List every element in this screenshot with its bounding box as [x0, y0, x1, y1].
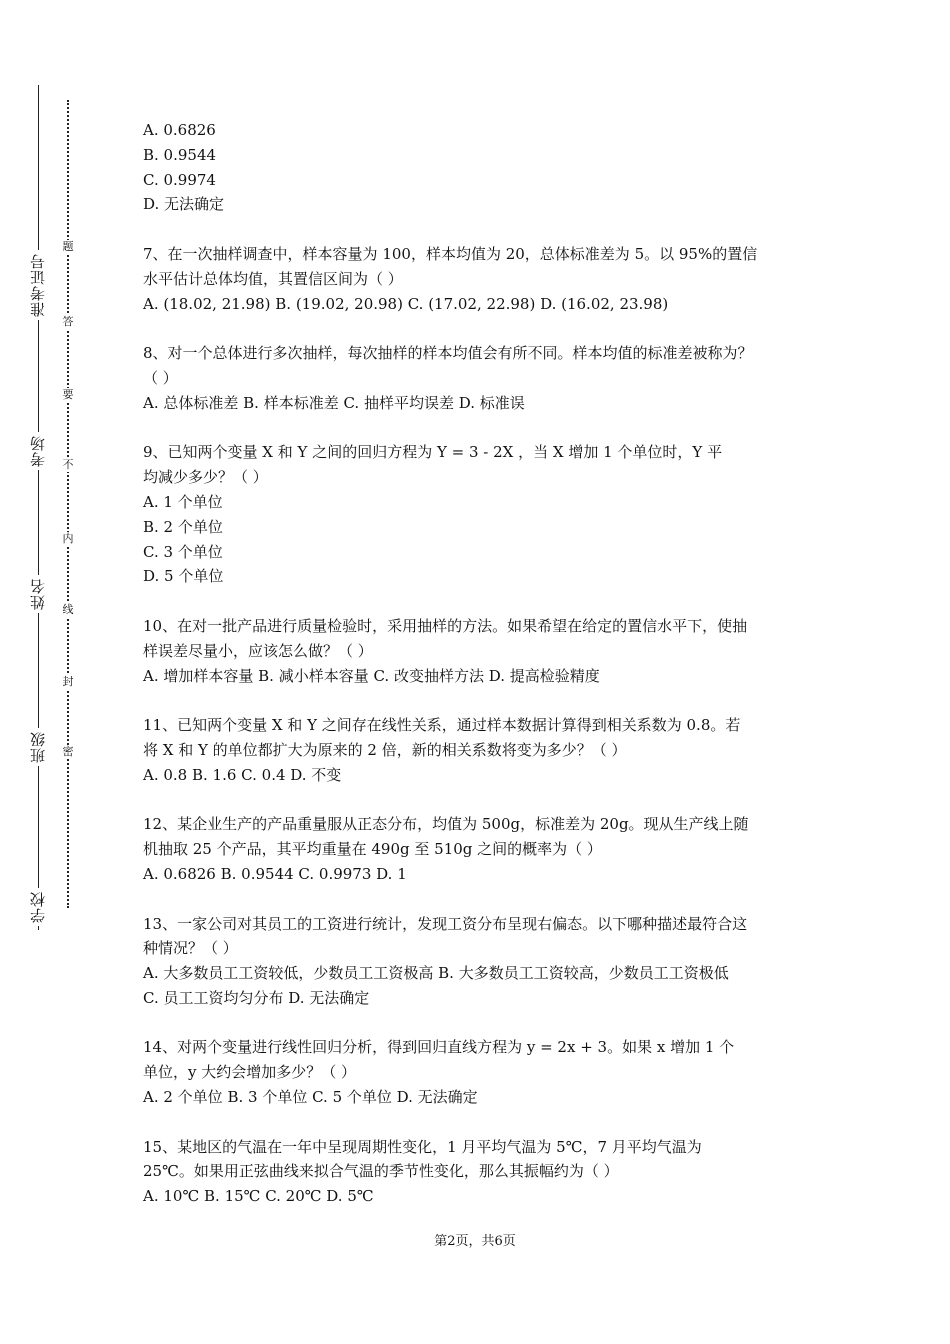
spacer — [143, 589, 813, 614]
option-line: A. 0.6826 B. 0.9544 C. 0.9973 D. 1 — [143, 864, 407, 883]
question-line: 均减少多少？（ ） — [143, 468, 268, 487]
seal-char: 答 — [58, 315, 78, 329]
question-content — [143, 118, 813, 1209]
question-line: 种情况？（ ） — [143, 939, 238, 958]
seal-char: 不 — [58, 458, 78, 472]
option-line: D. 无法确定 — [143, 195, 225, 214]
question-line: 水平估计总体均值，其置信区间为（ ） — [143, 269, 403, 288]
page-footer: 第2页，共6页 — [434, 1234, 516, 1249]
question-line: 机抽取 25 个产品，其平均重量在 490g 至 510g 之间的概率为（ ） — [143, 840, 602, 859]
question-line: 13、一家公司对其员工的工资进行统计，发现工资分布呈现右偏态。以下哪种描述最符合这 — [143, 914, 748, 933]
option-line: A. 2 个单位 B. 3 个单位 C. 5 个单位 D. 无法确定 — [143, 1088, 478, 1107]
spacer — [143, 316, 813, 341]
question-line: 8、对一个总体进行多次抽样，每次抽样的样本均值会有所不同。样本均值的标准差被称为？ — [143, 344, 753, 363]
field-name-label: 姓名 — [27, 575, 48, 613]
question-line: 单位，y 大约会增加多少？（ ） — [143, 1063, 357, 1082]
spacer — [143, 217, 813, 242]
option-line: A. 总体标准差 B. 样本标准差 C. 抽样平均误差 D. 标准误 — [143, 393, 525, 412]
question-line: 7、在一次抽样调查中，样本容量为 100，样本均值为 20，总体标准差为 5。以 95%的置信 — [143, 244, 758, 263]
question-line: 10、在对一批产品进行质量检验时，采用抽样的方法。如果希望在给定的置信水平下，使抽 — [143, 616, 748, 635]
option-line: A. 0.6826 — [143, 121, 216, 139]
option-line: A. 10℃ B. 15℃ C. 20℃ D. 5℃ — [143, 1187, 374, 1206]
field-class — [22, 728, 52, 766]
option-line: A. 0.8 B. 1.6 C. 0.4 D. 不变 — [143, 765, 342, 784]
seal-char: 内 — [58, 532, 78, 546]
question-line: 将 X 和 Y 的单位都扩大为原来的 2 倍，新的相关系数将变为多少？（ ） — [143, 740, 627, 759]
binding-dotted-line — [67, 100, 69, 908]
option-line: C. 3 个单位 — [143, 542, 223, 561]
binding-margin — [0, 0, 110, 1344]
option-line: A. 增加样本容量 B. 减小样本容量 C. 改变抽样方法 D. 提高检验精度 — [143, 666, 600, 685]
spacer — [143, 887, 813, 912]
field-name — [22, 575, 52, 613]
field-exam-room-label: 考场 — [27, 432, 48, 470]
question-line: 11、已知两个变量 X 和 Y 之间存在线性关系，通过样本数据计算得到相关系数为 0.8。若 — [143, 716, 741, 735]
field-school-label: 学校 — [27, 888, 48, 926]
field-exam-number-label: 准考证号 — [27, 250, 48, 320]
option-line: A. (18.02, 21.98) B. (19.02, 20.98) C. (17.02, 22.98) D. (16.02, 23.98) — [143, 294, 669, 313]
field-school — [22, 888, 52, 926]
option-line: B. 0.9544 — [143, 145, 217, 164]
seal-char: 线 — [58, 603, 78, 617]
spacer — [143, 688, 813, 713]
spacer — [143, 416, 813, 441]
option-line: B. 2 个单位 — [143, 517, 223, 536]
question-line: 25℃。如果用正弦曲线来拟合气温的季节性变化，那么其振幅约为（ ） — [143, 1162, 619, 1181]
seal-char: 要 — [58, 388, 78, 402]
binding-solid-line — [38, 85, 39, 930]
spacer — [143, 1110, 813, 1135]
field-class-label: 班级 — [27, 728, 48, 766]
question-line: 12、某企业生产的产品重量服从正态分布，均值为 500g，标准差为 20g。现从生产线上随 — [143, 815, 749, 834]
question-line: 14、对两个变量进行线性回归分析，得到回归直线方程为 y = 2x + 3。如果 x 增加 1 个 — [143, 1038, 735, 1057]
option-line: A. 大多数员工工资较低，少数员工工资极高 B. 大多数员工工资较高，少数员工工资极低 — [143, 964, 729, 983]
question-line: 15、某地区的气温在一年中呈现周期性变化，1 月平均气温为 5℃，7 月平均气温为 — [143, 1137, 702, 1156]
option-line: C. 员工工资均匀分布 D. 无法确定 — [143, 988, 370, 1007]
seal-char: 封 — [58, 675, 78, 689]
seal-char: 题 — [58, 240, 78, 254]
field-exam-room — [22, 432, 52, 470]
question-line: （ ） — [143, 368, 178, 387]
spacer — [143, 788, 813, 813]
question-line: 样误差尽量小，应该怎么做？（ ） — [143, 641, 373, 660]
seal-char: 密 — [58, 745, 78, 759]
field-exam-number — [22, 250, 52, 320]
question-line: 9、已知两个变量 X 和 Y 之间的回归方程为 Y = 3 - 2X ，当 X 增加 1 个单位时，Y 平 — [143, 443, 723, 462]
option-line: D. 5 个单位 — [143, 567, 224, 586]
spacer — [143, 1011, 813, 1036]
option-line: C. 0.9974 — [143, 170, 216, 189]
option-line: A. 1 个单位 — [143, 492, 223, 511]
